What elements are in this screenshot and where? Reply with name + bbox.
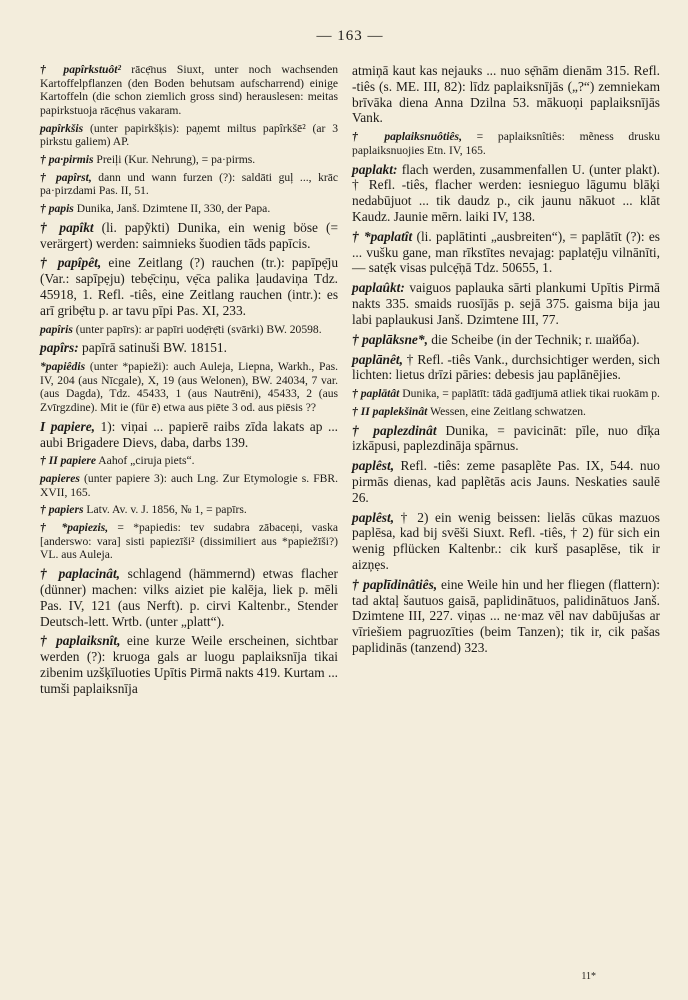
entry-headword: † papis [40, 202, 74, 216]
dictionary-entry [40, 220, 338, 252]
entry-headword: † paplīdinâtiês, [352, 576, 438, 592]
dictionary-entry [40, 472, 338, 499]
entry-headword: † paplaiksnuôtiês, [352, 130, 462, 144]
entry-headword: papîris [40, 322, 73, 336]
dictionary-entry [40, 171, 338, 198]
entry-text: schlagend (hämmernd) etwas flacher (dünner) machen: vilks aiziet pie kalēja, liek p. mēli Pas. IV, 121 (aus Nerft). p. cirvi Kaltenbr., Stender Deutsch-lett. Wrtb. (unter „platt“). [40, 566, 339, 629]
dictionary-entry [352, 387, 660, 401]
entry-text: rācẹ̄nus Siuxt, unter noch wachsenden Kartoffelpflanzen (den Boden behutsam aufscharrend) einige Kartoffeln (die schon ziemlich gross sind) herauslesen: meitas papirkstuoja rācẹ̄nus vakaram. [40, 63, 339, 118]
dictionary-entry [352, 162, 660, 225]
dictionary-entry [352, 280, 660, 327]
left-column [40, 63, 338, 701]
dictionary-entry [352, 130, 660, 157]
entry-text: Wessen, eine Zeitlang schwatzen. [427, 404, 586, 418]
dictionary-entry [40, 503, 338, 517]
dictionary-entry [352, 405, 660, 419]
entry-headword: paplaûkt: [352, 280, 405, 296]
entry-headword: † II paplekšinât [352, 404, 428, 418]
entry-headword: † paplaiksnît, [40, 633, 121, 649]
entry-text: atmiņā kaut kas nejauks ... nuo sẹ̄nām dienām 315. Refl. -tiês (s. ME. III, 82): līdz paplaiksnījās („?“) zemniekam brīvāka diena Anna Dzilna 53. mākuoņi paplaiksnījās Vank. [352, 63, 660, 126]
dictionary-entry [352, 458, 660, 505]
entry-text: (unter papīrs): ar papīri uodẹ̄rẹ̄ti (svārki) BW. 20598. [72, 322, 322, 336]
entry-headword: paplêst, [352, 458, 395, 474]
entry-headword: † papîrst, [40, 170, 92, 184]
entry-headword: † *paplatît [352, 228, 413, 244]
dictionary-entry [40, 255, 338, 318]
entry-text: eine Weile hin und her fliegen (flattern): tad aktaļ šautuos gaisā, paplidinātuos, palidinātuos Janš. Dzimtene III, 227. viņas ... ne·maz vēl nav dabūjušas ar vīriešiem pagruozīties (beim Tanzen); tik ir, cik pašas paplidinās (tanzend) 323. [352, 576, 660, 656]
entry-text: Preiļi (Kur. Nehrung), = pa·pirms. [93, 153, 256, 167]
entry-text: vaiguos paplauka sārti plankumi Upītis Pirmā nakts 335. smaids ruosījās p. sejā 375. gaisma bija jau labi paplaukusi Janš. Dzimtene III, 77. [352, 280, 660, 327]
entry-text: Refl. -tiês: zeme pasaplẽte Pas. IX, 544. nuo pirmās dienas, kad paplẽtās acis Jauns. Neskaties saulē 26. [352, 458, 660, 505]
entry-text: (unter papirkšķis): pa̦ņemt miltus papîrkšē² (ar 3 pirkstu galiem) AP. [40, 121, 339, 149]
entry-headword: † papîkt [40, 219, 94, 235]
entry-headword: † paplātât [352, 387, 400, 401]
dictionary-entry [40, 633, 338, 696]
dictionary-entry [352, 332, 660, 348]
entry-headword: † paplezdinât [352, 422, 437, 438]
dictionary-entry [40, 521, 338, 562]
entry-headword: *papiêdis [40, 360, 86, 374]
entry-text: (unter papiere 3): auch Lng. Zur Etymologie s. FBR. XVII, 165. [40, 472, 339, 499]
entry-text: (li. paplātinti „ausbreiten“), = paplātīt (?): es ... vušku gane, man rīkstītes nevajag: paplatẹ̄ju vilnānīti, — satẹ̄k visas pulcẹ̄ņā Tdz. 50655, 1. [352, 228, 660, 276]
dictionary-entry [40, 63, 338, 118]
entry-text: Aahof „ciruja piets“. [96, 454, 195, 468]
entry-headword: † papiers [40, 503, 84, 517]
entry-headword: † paplacinât, [40, 566, 121, 582]
entry-headword: paplakt: [352, 161, 398, 177]
entry-text: dann und wann furzen (?): saldāti guļ ..., krāc pa·pirzdami Pas. II, 51. [40, 170, 339, 198]
dictionary-entry [40, 360, 338, 415]
entry-headword: † II papiere [40, 454, 97, 468]
entry-text: flach werden, zusammenfallen U. (unter plakt). † Refl. -tiês, flacher werden: iesnieguo lāgumu blāķi nedabūjuot ... tik daudz p., cik jaunu nākuot ... klāt Kaudz. Jaunie mērn. laiki IV, 138. [352, 161, 660, 225]
dictionary-entry [352, 63, 660, 126]
right-column [352, 63, 660, 701]
dictionary-entry [352, 229, 660, 276]
entry-text: 1): viņai ... papierē raibs zīda lakats ap ... aubi Brigadere Dievs, daba, darbs 139. [40, 418, 339, 450]
entry-headword: † papîpêt, [40, 255, 102, 271]
entry-headword: I papiere, [40, 418, 95, 434]
entry-headword: papîrs: [40, 340, 79, 356]
entry-text: = paplaiksnîtiês: mẽness drusku paplaiksnuojies Etn. IV, 165. [352, 130, 660, 157]
entry-text: die Scheibe (in der Technik; r. шайба). [427, 331, 640, 347]
dictionary-entry [40, 454, 338, 468]
entry-text: eine Zeitlang (?) rauchen (tr.): papīpẹ̄ju (Var.: sapīpẹju) tebẹ̄ciņu, vẹ̄ca palika ļaudaviņa Tdz. 45918, 1. Refl. -tiês, eine Zeitlang rauchen (intr.): es arī gribẹ̄tu p. ar tavu pīpi Pas. XI, 233. [40, 255, 339, 318]
dictionary-entry [40, 323, 338, 337]
entry-text: = *papiedis: tev sudabra zābaceņi, vaska [anderswo: vara] sisti papiezīši² (dissimiliert aus *papiežīši?) VL. aus Auleja. [40, 521, 339, 562]
entry-headword: † *papiezis, [40, 521, 109, 535]
entry-text: Dunika, = pavicināt: pīle, nuo dīķa izkāpusi, paplezdināja spārnus. [352, 422, 660, 454]
entry-text: (unter *papieži): auch Auleja, Liepna, Warkh., Pas. IV, 204 (aus Nīcgale), X, 19 (aus Welonen), BW. 24034, 7 var. (aus Dagda), Tdz. 45433, 1 (aus Nautrēni), 45433, 2 (aus Zvīrgzdine). Mit ie (für ē) etwa aus piēte 3 od. aus piēsis ?? [40, 360, 339, 415]
dictionary-entry [352, 577, 660, 656]
printer-signature: 11* [581, 971, 596, 982]
dictionary-entry [40, 153, 338, 167]
entry-text: Dunika, = paplātīt: tādā gadījumā atliek tikai ruokām p. [399, 387, 660, 401]
entry-headword: † pa·pirmis [40, 153, 94, 167]
entry-headword: paplêst, [352, 509, 395, 525]
dictionary-entry [40, 122, 338, 149]
entry-text: Dunika, Janš. Dzimtene II, 330, der Papa. [73, 202, 271, 216]
entry-headword: papieres [40, 472, 80, 486]
entry-text: papīrā satinuši BW. 18151. [78, 340, 227, 356]
dictionary-entry [40, 202, 338, 216]
entry-headword: † paplāksne*, [352, 331, 428, 347]
entry-text: † Refl. -tiês Vank., durchsichtiger werden, sich lichten: lietus drīzi pāries: debesis jau paplānējies. [352, 351, 660, 383]
dictionary-entry [352, 510, 660, 573]
dictionary-entry [40, 419, 338, 451]
entry-headword: † papîrkstuôt² [40, 63, 121, 76]
columns [40, 63, 660, 701]
entry-text: † 2) ein wenig beissen: lielās cūkas mazuos paplēsa, kad bij svēši Siuxt. Refl. -tiês, † 2) für sich ein wenig pflücken Kaltenbr.: cik kurš pasaplēse, tik ir aizņẹs. [352, 509, 660, 572]
entry-headword: paplānêt, [352, 351, 403, 367]
entry-text: eine kurze Weile erscheinen, sichtbar werden (?): kruoga gals ar luogu paplaiksnīja tikai zibenim uzšķīluoties Upītis Pirmā nakts 419. Kurtam ... tumši paplaiksnīja [40, 633, 339, 696]
page-number: — 163 — [316, 28, 384, 44]
entry-headword: papîrkšis [40, 121, 84, 135]
dictionary-entry [352, 423, 660, 455]
dictionary-entry [40, 340, 338, 356]
entry-text: Latv. Av. v. J. 1856, № 1, = papīrs. [83, 503, 247, 517]
entry-text: (li. papỹkti) Dunika, ein wenig böse (= verärgert) werden: saimnieks šuodien tāds papīcis. [40, 219, 339, 251]
dictionary-entry [352, 352, 660, 384]
dictionary-entry [40, 566, 338, 629]
